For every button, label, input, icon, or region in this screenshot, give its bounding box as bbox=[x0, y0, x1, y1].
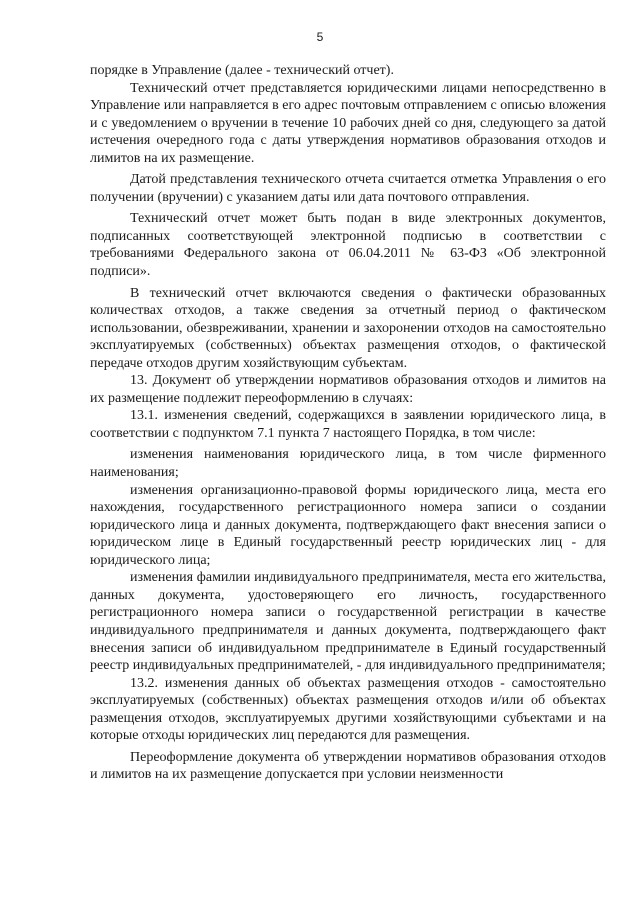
paragraph-electronic-format: Технический отчет может быть подан в виде электронных документов, подписанных соответствующей электронной подписью в соответствии с требованиями Федерального закона от 06.04.2011 № 63-ФЗ «Об электронной подписи». bbox=[90, 211, 606, 280]
paragraph-submission-date: Датой представления технического отчета считается отметка Управления о его получении (вручении) с указанием даты или дата почтового отправления. bbox=[90, 172, 606, 205]
paragraph-continuation: порядке в Управление (далее - технический отчет). bbox=[90, 63, 394, 78]
document-body bbox=[90, 62, 606, 784]
paragraph-section-13: 13. Документ об утверждении нормативов образования отходов и лимитов на их размещение подлежит переоформлению в случаях: bbox=[90, 373, 606, 406]
paragraph-legal-form-change: изменения организационно-правовой формы юридического лица, места его нахождения, государственного регистрационного номера записи о создании юридического лица и данных документа, подтверждающего факт внесения записи о юридическом лице в Единый государственный реестр юридических лиц - для юридического лица; bbox=[90, 482, 606, 568]
paragraph-name-change: изменения наименования юридического лица, в том числе фирменного наименования; bbox=[90, 447, 606, 481]
page-number: 5 bbox=[316, 30, 324, 44]
paragraph-section-13-2: 13.2. изменения данных об объектах размещения отходов - самостоятельно эксплуатируемых (собственных) объектах размещения отходов и/или об объектах размещения отходов, эксплуатируемых другими хозяйствующими субъектами и на которые отходы юридических лиц передаются для размещения. bbox=[90, 675, 606, 744]
paragraph-entrepreneur-change: изменения фамилии индивидуального предпринимателя, места его жительства, данных документа, удостоверяющего его личность, государственного регистрационного номера записи о государственной регистрации в качестве индивидуального предпринимателя и данных документа, подтверждающего факт внесения записи об индивидуальном предпринимателе в Единый государственный реестр индивидуальных предпринимателей, - для индивидуального предпринимателя; bbox=[90, 570, 606, 674]
paragraph-reissue-condition: Переоформление документа об утверждении нормативов образования отходов и лимитов на их размещение допускается при условии неизменности bbox=[90, 749, 606, 783]
paragraph-report-submission: Технический отчет представляется юридическими лицами непосредственно в Управление или направляется в его адрес почтовым отправлением с описью вложения и с уведомлением о вручении в течение 10 рабочих дней со дня, следующего за датой истечения очередного года с даты утверждения нормативов образования отходов и лимитов на их размещение. bbox=[90, 80, 606, 166]
paragraph-section-13-1: 13.1. изменения сведений, содержащихся в заявлении юридического лица, в соответствии с подпунктом 7.1 пункта 7 настоящего Порядка, в том числе: bbox=[90, 408, 606, 441]
paragraph-report-contents: В технический отчет включаются сведения о фактически образованных количествах отходов, а также сведения за отчетный период о фактическом использовании, обезвреживании, хранении и захоронении отходов на самостоятельно эксплуатируемых (собственных) объектах размещения отходов, о фактической передаче отходов другим хозяйствующим субъектам. bbox=[90, 285, 606, 371]
